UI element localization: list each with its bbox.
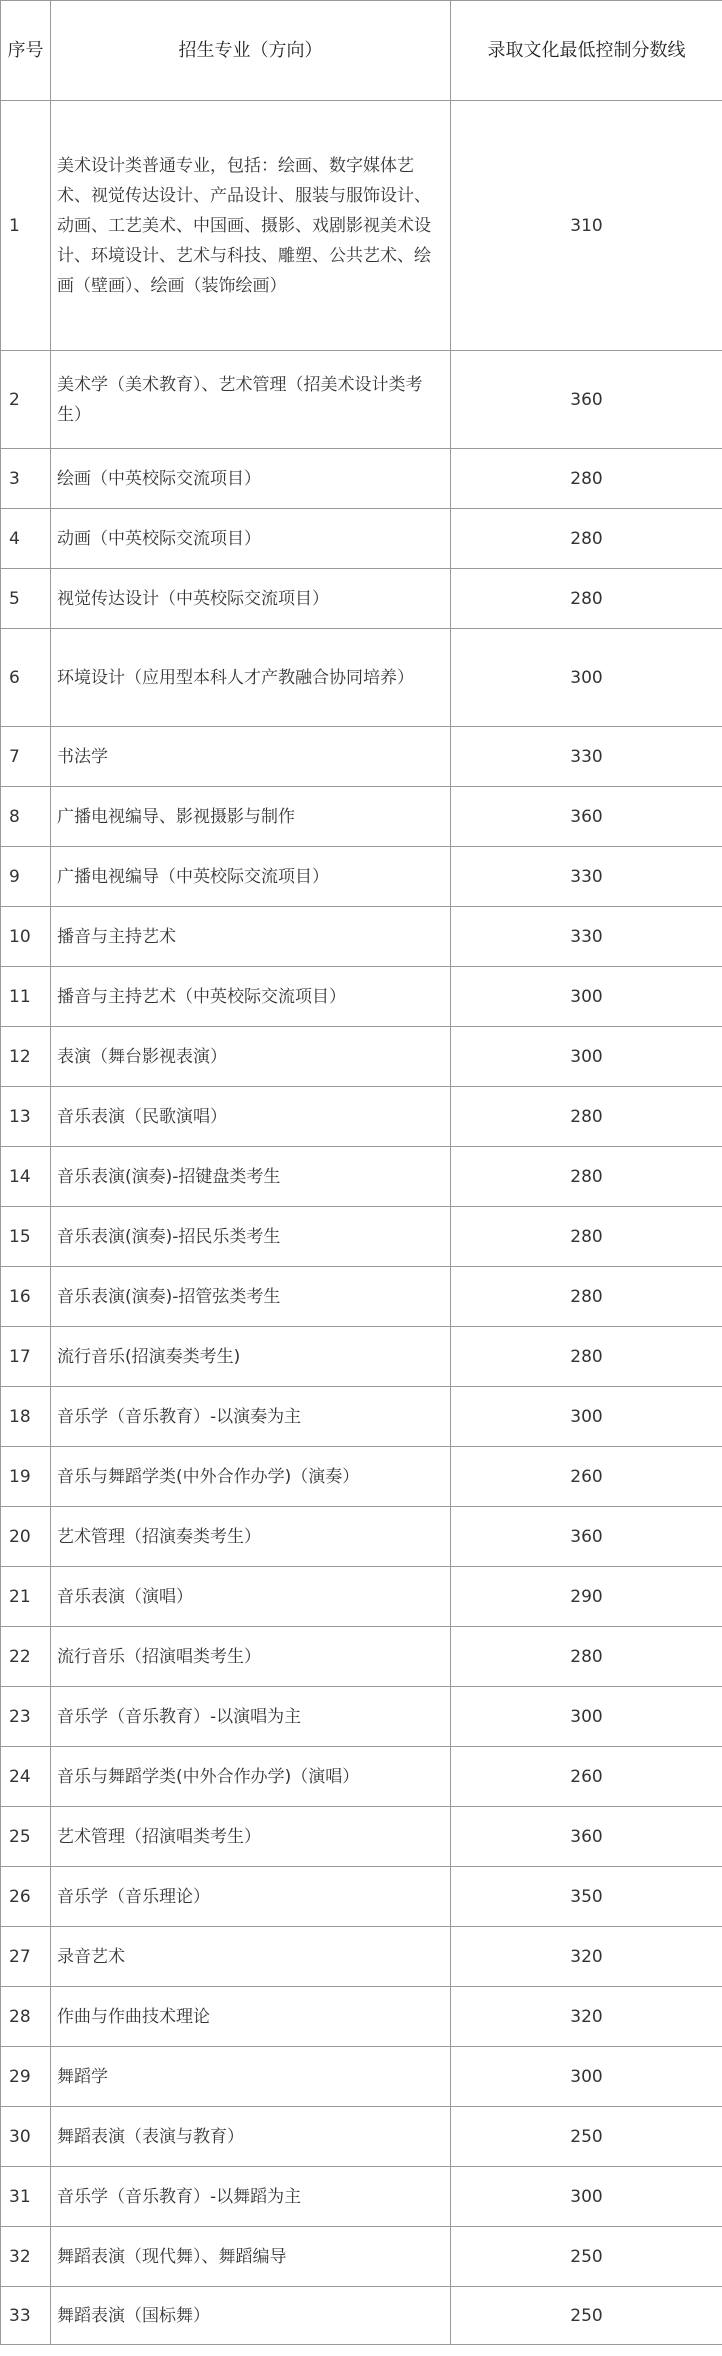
table-row — [1, 1447, 722, 1507]
table-row — [1, 1267, 722, 1327]
row-index: 15 — [1, 1207, 51, 1267]
row-score: 310 — [451, 101, 722, 351]
row-score: 280 — [451, 1627, 722, 1687]
table-row — [1, 907, 722, 967]
row-major: 音乐表演（演唱） — [51, 1567, 451, 1627]
row-index: 24 — [1, 1747, 51, 1807]
row-score: 300 — [451, 1387, 722, 1447]
row-index: 4 — [1, 509, 51, 569]
row-major: 音乐学（音乐教育）-以舞蹈为主 — [51, 2167, 451, 2227]
row-score: 300 — [451, 967, 722, 1027]
table-row — [1, 1207, 722, 1267]
row-index: 21 — [1, 1567, 51, 1627]
header-major: 招生专业（方向） — [51, 1, 451, 101]
table-row — [1, 351, 722, 449]
row-index: 33 — [1, 2287, 51, 2345]
row-score: 360 — [451, 787, 722, 847]
row-major: 音乐表演(演奏)-招管弦类考生 — [51, 1267, 451, 1327]
row-major: 流行音乐（招演唱类考生） — [51, 1627, 451, 1687]
row-index: 27 — [1, 1927, 51, 1987]
row-major: 书法学 — [51, 727, 451, 787]
table-row — [1, 847, 722, 907]
row-index: 7 — [1, 727, 51, 787]
row-index: 32 — [1, 2227, 51, 2287]
row-score: 250 — [451, 2107, 722, 2167]
table-row — [1, 569, 722, 629]
row-index: 6 — [1, 629, 51, 727]
table-row — [1, 1327, 722, 1387]
row-major: 音乐与舞蹈学类(中外合作办学)（演唱） — [51, 1747, 451, 1807]
row-score: 280 — [451, 1327, 722, 1387]
row-major: 广播电视编导、影视摄影与制作 — [51, 787, 451, 847]
table-row — [1, 2047, 722, 2107]
header-index-label: 序号 — [7, 39, 44, 61]
row-major: 环境设计（应用型本科人才产教融合协同培养） — [51, 629, 451, 727]
row-major: 美术学（美术教育）、艺术管理（招美术设计类考生） — [51, 351, 451, 449]
row-major: 艺术管理（招演唱类考生） — [51, 1807, 451, 1867]
row-score: 250 — [451, 2287, 722, 2345]
row-index: 12 — [1, 1027, 51, 1087]
row-score: 280 — [451, 1267, 722, 1327]
row-score: 280 — [451, 509, 722, 569]
row-major: 广播电视编导（中英校际交流项目） — [51, 847, 451, 907]
row-major: 音乐表演(演奏)-招键盘类考生 — [51, 1147, 451, 1207]
row-score: 250 — [451, 2227, 722, 2287]
row-index: 29 — [1, 2047, 51, 2107]
row-score: 360 — [451, 1807, 722, 1867]
row-index: 1 — [1, 101, 51, 351]
row-major: 音乐学（音乐教育）-以演唱为主 — [51, 1687, 451, 1747]
row-index: 17 — [1, 1327, 51, 1387]
table-row — [1, 1087, 722, 1147]
row-major: 录音艺术 — [51, 1927, 451, 1987]
row-major: 绘画（中英校际交流项目） — [51, 449, 451, 509]
row-major: 舞蹈学 — [51, 2047, 451, 2107]
header-score: 录取文化最低控制分数线 — [451, 1, 722, 101]
row-index: 2 — [1, 351, 51, 449]
row-index: 5 — [1, 569, 51, 629]
row-major: 播音与主持艺术（中英校际交流项目） — [51, 967, 451, 1027]
table-row — [1, 509, 722, 569]
table-row — [1, 1627, 722, 1687]
table-row — [1, 1987, 722, 2047]
table-row — [1, 967, 722, 1027]
row-index: 23 — [1, 1687, 51, 1747]
table-row — [1, 2167, 722, 2227]
row-major: 舞蹈表演（表演与教育） — [51, 2107, 451, 2167]
row-score: 350 — [451, 1867, 722, 1927]
row-index: 31 — [1, 2167, 51, 2227]
row-score: 320 — [451, 1987, 722, 2047]
table-row — [1, 1027, 722, 1087]
row-score: 300 — [451, 1687, 722, 1747]
row-score: 330 — [451, 907, 722, 967]
row-score: 360 — [451, 351, 722, 449]
row-index: 25 — [1, 1807, 51, 1867]
table-row — [1, 1507, 722, 1567]
row-major: 舞蹈表演（国标舞） — [51, 2287, 451, 2345]
row-score: 290 — [451, 1567, 722, 1627]
row-major: 音乐表演(演奏)-招民乐类考生 — [51, 1207, 451, 1267]
table-row — [1, 1927, 722, 1987]
row-score: 300 — [451, 2167, 722, 2227]
row-major: 作曲与作曲技术理论 — [51, 1987, 451, 2047]
row-index: 10 — [1, 907, 51, 967]
table-row — [1, 101, 722, 351]
row-major: 艺术管理（招演奏类考生） — [51, 1507, 451, 1567]
table-row — [1, 2107, 722, 2167]
row-score: 260 — [451, 1747, 722, 1807]
table-row — [1, 1147, 722, 1207]
row-major: 表演（舞台影视表演） — [51, 1027, 451, 1087]
row-major: 舞蹈表演（现代舞）、舞蹈编导 — [51, 2227, 451, 2287]
row-major: 流行音乐(招演奏类考生) — [51, 1327, 451, 1387]
table-row — [1, 1807, 722, 1867]
row-score: 280 — [451, 1087, 722, 1147]
row-index: 9 — [1, 847, 51, 907]
table-row — [1, 1387, 722, 1447]
row-index: 18 — [1, 1387, 51, 1447]
table-row — [1, 629, 722, 727]
table-header-row — [1, 1, 722, 101]
row-score: 300 — [451, 629, 722, 727]
table-row — [1, 1867, 722, 1927]
row-index: 19 — [1, 1447, 51, 1507]
table-row — [1, 727, 722, 787]
row-index: 16 — [1, 1267, 51, 1327]
row-index: 8 — [1, 787, 51, 847]
table-row — [1, 1687, 722, 1747]
row-index: 20 — [1, 1507, 51, 1567]
row-score: 300 — [451, 1027, 722, 1087]
table-row — [1, 1747, 722, 1807]
row-index: 3 — [1, 449, 51, 509]
row-score: 280 — [451, 569, 722, 629]
row-score: 330 — [451, 847, 722, 907]
table-body — [1, 101, 722, 2345]
row-score: 330 — [451, 727, 722, 787]
row-score: 280 — [451, 1207, 722, 1267]
row-major: 音乐与舞蹈学类(中外合作办学)（演奏） — [51, 1447, 451, 1507]
table-row — [1, 449, 722, 509]
row-score: 280 — [451, 1147, 722, 1207]
row-index: 26 — [1, 1867, 51, 1927]
row-score: 260 — [451, 1447, 722, 1507]
row-major: 音乐学（音乐理论） — [51, 1867, 451, 1927]
table-row — [1, 787, 722, 847]
row-index: 28 — [1, 1987, 51, 2047]
row-major: 美术设计类普通专业，包括：绘画、数字媒体艺术、视觉传达设计、产品设计、服装与服饰设计、动画、工艺美术、中国画、摄影、戏剧影视美术设计、环境设计、艺术与科技、雕塑、公共艺术、绘画（壁画）、绘画（装饰绘画） — [51, 101, 451, 351]
table-row — [1, 2227, 722, 2287]
row-index: 14 — [1, 1147, 51, 1207]
table-row — [1, 1567, 722, 1627]
row-index: 11 — [1, 967, 51, 1027]
row-score: 320 — [451, 1927, 722, 1987]
row-index: 22 — [1, 1627, 51, 1687]
row-score: 280 — [451, 449, 722, 509]
table-row — [1, 2287, 722, 2345]
row-major: 音乐表演（民歌演唱） — [51, 1087, 451, 1147]
row-index: 13 — [1, 1087, 51, 1147]
row-major: 视觉传达设计（中英校际交流项目） — [51, 569, 451, 629]
row-major: 播音与主持艺术 — [51, 907, 451, 967]
row-major: 音乐学（音乐教育）-以演奏为主 — [51, 1387, 451, 1447]
row-index: 30 — [1, 2107, 51, 2167]
row-score: 360 — [451, 1507, 722, 1567]
row-score: 300 — [451, 2047, 722, 2107]
header-index — [1, 1, 51, 101]
row-major: 动画（中英校际交流项目） — [51, 509, 451, 569]
